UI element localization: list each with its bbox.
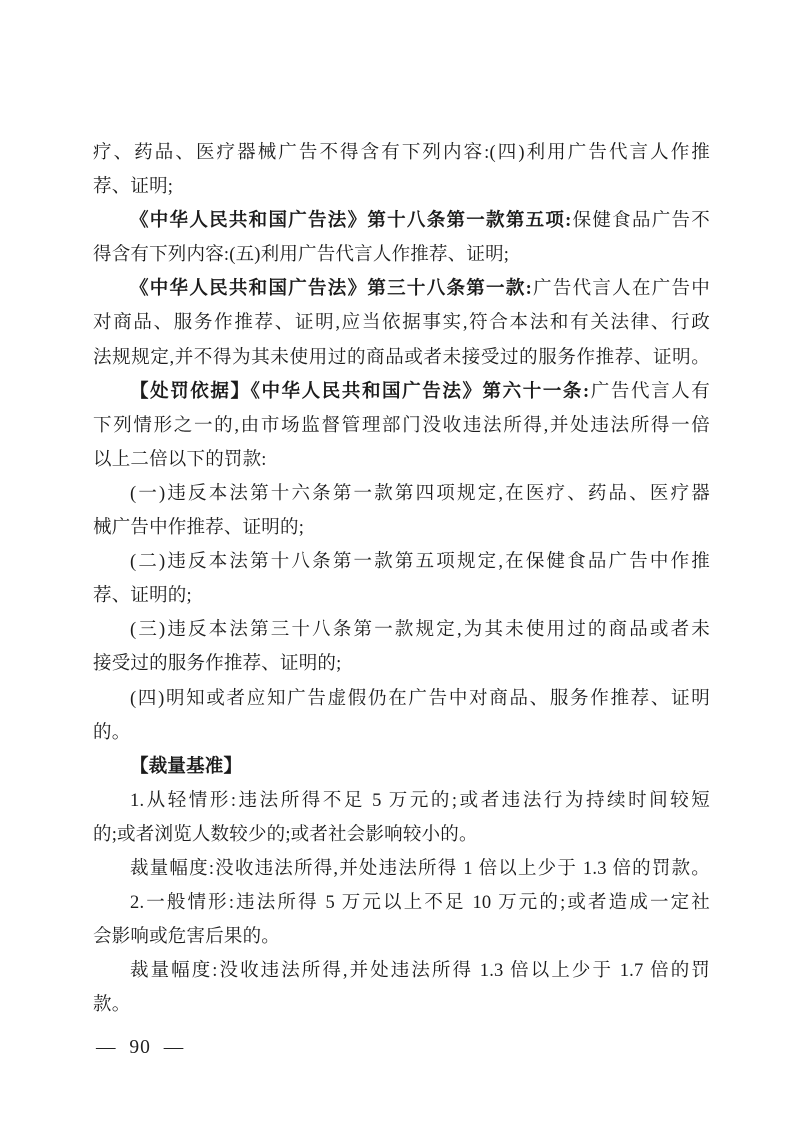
text-segment: 械广告中作推荐、证明的; bbox=[93, 518, 305, 539]
text-line bbox=[93, 988, 710, 1022]
paragraph bbox=[93, 375, 710, 477]
text-segment: 2.一般情形:违法所得 5 万元以上不足 10 万元的;或者造成一定社 bbox=[130, 893, 710, 914]
text-segment: 会影响或危害后果的。 bbox=[93, 927, 281, 948]
law-citation-bold: 【裁量基准】 bbox=[130, 756, 243, 777]
paragraph bbox=[93, 682, 710, 750]
text-line bbox=[93, 511, 710, 545]
text-line bbox=[93, 272, 710, 306]
paragraph bbox=[93, 545, 710, 613]
text-segment: 的。 bbox=[93, 722, 131, 743]
text-segment: 对商品、服务作推荐、证明,应当依据事实,符合本法和有关法律、行政 bbox=[93, 313, 710, 334]
text-segment: 广告代言人有 bbox=[589, 381, 711, 402]
law-citation-bold: 《中华人民共和国广告法》第十八条第一款第五项: bbox=[130, 211, 572, 232]
text-line bbox=[93, 545, 710, 579]
text-segment: 广告代言人在广告中 bbox=[531, 279, 710, 300]
text-line bbox=[93, 477, 710, 511]
text-segment: 下列情形之一的,由市场监督管理部门没收违法所得,并处违法所得一倍 bbox=[93, 415, 710, 436]
text-line bbox=[93, 750, 710, 784]
text-line bbox=[93, 784, 710, 818]
paragraph bbox=[93, 204, 710, 272]
text-line bbox=[93, 409, 710, 443]
paragraph bbox=[93, 136, 710, 204]
text-line bbox=[93, 136, 710, 170]
text-line bbox=[93, 613, 710, 647]
text-segment: 疗、药品、医疗器械广告不得含有下列内容:(四)利用广告代言人作推 bbox=[93, 143, 710, 163]
text-segment: 以上二倍以下的罚款: bbox=[93, 449, 267, 470]
text-segment: 接受过的服务作推荐、证明的; bbox=[93, 654, 342, 675]
text-line bbox=[93, 852, 710, 886]
paragraph bbox=[93, 954, 710, 1022]
paragraph bbox=[93, 272, 710, 374]
document-body bbox=[93, 136, 710, 1022]
text-line bbox=[93, 818, 710, 852]
page-footer bbox=[96, 1033, 184, 1063]
text-segment: (二)违反本法第十八条第一款第五项规定,在保健食品广告中作推 bbox=[130, 552, 710, 573]
text-segment: 得含有下列内容:(五)利用广告代言人作推荐、证明; bbox=[93, 245, 510, 266]
text-line bbox=[93, 238, 710, 272]
text-line bbox=[93, 341, 710, 375]
text-segment: 荐、证明; bbox=[93, 177, 174, 198]
text-line bbox=[93, 954, 710, 988]
text-line bbox=[93, 920, 710, 954]
text-line bbox=[93, 682, 710, 716]
paragraph bbox=[93, 784, 710, 852]
text-segment: (四)明知或者应知广告虚假仍在广告中对商品、服务作推荐、证明 bbox=[130, 688, 710, 709]
paragraph bbox=[93, 886, 710, 954]
paragraph bbox=[93, 613, 710, 681]
text-line bbox=[93, 647, 710, 681]
text-line bbox=[93, 886, 710, 920]
text-segment: 荐、证明的; bbox=[93, 586, 192, 607]
text-line bbox=[93, 170, 710, 204]
text-line bbox=[93, 306, 710, 340]
text-segment: 款。 bbox=[93, 995, 131, 1016]
law-citation-bold: 【处罚依据】《中华人民共和国广告法》第六十一条: bbox=[130, 381, 590, 402]
paragraph bbox=[93, 852, 710, 886]
text-line bbox=[93, 716, 710, 750]
law-citation-bold: 《中华人民共和国广告法》第三十八条第一款: bbox=[130, 279, 532, 300]
text-line bbox=[93, 443, 710, 477]
text-segment: 法规规定,并不得为其未使用过的商品或者未接受过的服务作推荐、证明。 bbox=[93, 347, 710, 368]
text-segment: 裁量幅度:没收违法所得,并处违法所得 1.3 倍以上少于 1.7 倍的罚 bbox=[130, 961, 710, 982]
text-segment: 保健食品广告不 bbox=[571, 211, 710, 232]
paragraph bbox=[93, 750, 710, 784]
text-line bbox=[93, 579, 710, 613]
text-line bbox=[93, 375, 710, 409]
page-number: — 90 — bbox=[96, 1037, 185, 1058]
text-segment: 裁量幅度:没收违法所得,并处违法所得 1 倍以上少于 1.3 倍的罚款。 bbox=[130, 858, 710, 879]
text-line bbox=[93, 204, 710, 238]
paragraph bbox=[93, 477, 710, 545]
text-segment: 的;或者浏览人数较少的;或者社会影响较小的。 bbox=[93, 824, 478, 845]
text-segment: 1.从轻情形:违法所得不足 5 万元的;或者违法行为持续时间较短 bbox=[130, 790, 710, 811]
text-segment: (一)违反本法第十六条第一款第四项规定,在医疗、药品、医疗器 bbox=[130, 483, 710, 504]
text-segment: (三)违反本法第三十八条第一款规定,为其未使用过的商品或者未 bbox=[130, 620, 710, 641]
